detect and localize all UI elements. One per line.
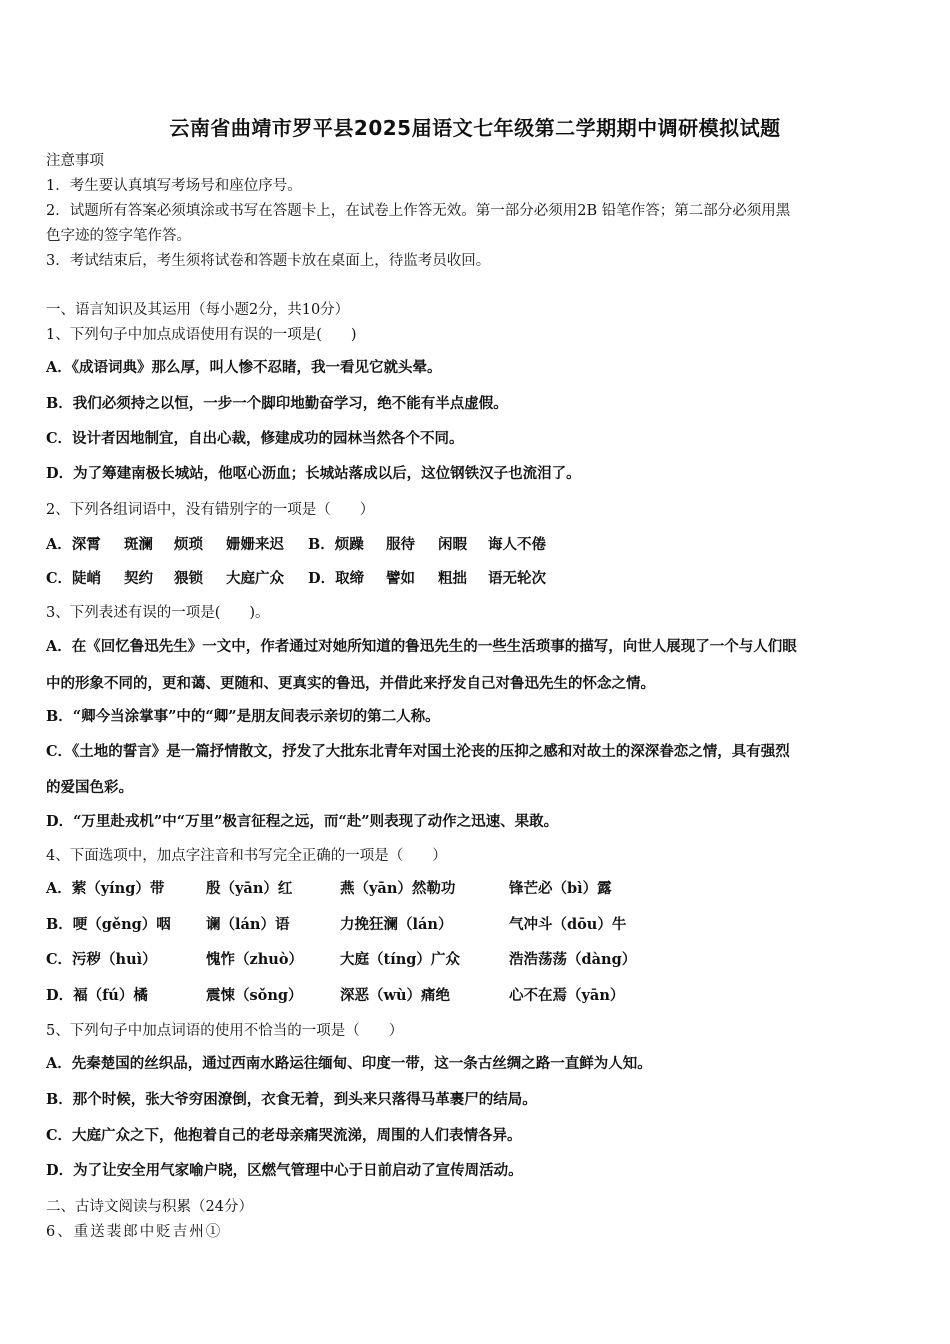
q4-row-b bbox=[46, 914, 908, 936]
q2-cell: 烦琐 bbox=[174, 536, 203, 553]
q4-cell: 殷（yān）红 bbox=[206, 880, 293, 897]
q3-stem: 3、下列表述有误的一项是( )。 bbox=[46, 605, 270, 621]
q2-cell: 契约 bbox=[124, 570, 153, 587]
q4-cell: 心不在焉（yān） bbox=[509, 987, 625, 1004]
section2-heading: 二、古诗文阅读与积累（24分） bbox=[46, 1199, 253, 1215]
q2-cell: 譬如 bbox=[386, 570, 415, 587]
q4-row-c bbox=[46, 949, 908, 971]
q3-option-c-cont: 的爱国色彩。 bbox=[46, 779, 133, 796]
q2-cell: B．烦躁 bbox=[308, 536, 364, 553]
q4-row-d bbox=[46, 985, 908, 1007]
q4-cell: 力挽狂澜（lán） bbox=[340, 916, 453, 933]
q4-cell: 锋芒必（bì）露 bbox=[509, 880, 612, 897]
q4-cell: D．褔（fú）橘 bbox=[46, 987, 148, 1004]
q1-option-a: A．《成语词典》那么厚，叫人惨不忍睹，我一看见它就头晕。 bbox=[46, 359, 442, 376]
q3-option-d: D．“万里赴戎机”中“万里”极言征程之远，而“赴”则表现了动作之迅速、果敢。 bbox=[46, 813, 559, 830]
q1-stem: 1、下列句子中加点成语使用有误的一项是( ) bbox=[46, 327, 357, 343]
q4-stem: 4、下面选项中，加点字注音和书写完全正确的一项是（ ） bbox=[46, 848, 447, 864]
q4-cell: 深恶（wù）痛绝 bbox=[340, 987, 451, 1004]
q4-cell: 浩浩荡荡（dàng） bbox=[509, 951, 637, 968]
q2-cell: 斑澜 bbox=[124, 536, 153, 553]
q5-option-a: A．先秦楚国的丝织品，通过西南水路运往缅甸、印度一带，这一条古丝绸之路一直鲜为人知。 bbox=[46, 1055, 652, 1072]
q2-row-1 bbox=[46, 534, 908, 556]
q6-stem: 6、重送裴郎中贬吉州① bbox=[46, 1224, 223, 1240]
notice-item-3: 3．考试结束后，考生须将试卷和答题卡放在桌面上，待监考员收回。 bbox=[46, 253, 491, 269]
q2-stem: 2、下列各组词语中，没有错别字的一项是（ ） bbox=[46, 502, 375, 518]
section1-heading: 一、语言知识及其运用（每小题2分，共10分） bbox=[46, 302, 350, 318]
q5-option-b: B．那个时候，张大爷穷困潦倒，衣食无着，到头来只落得马革裹尸的结局。 bbox=[46, 1091, 537, 1108]
q3-option-b: B．“卿今当涂掌事”中的“卿”是朋友间表示亲切的第二人称。 bbox=[46, 708, 440, 725]
q2-cell: 姗姗来迟 bbox=[226, 536, 284, 553]
q2-row-2 bbox=[46, 568, 908, 590]
q4-cell: 谰（lán）语 bbox=[206, 916, 290, 933]
q2-cell: 服待 bbox=[386, 536, 415, 553]
notice-item-2-cont: 色字迹的签字笔作答。 bbox=[46, 228, 191, 244]
q4-cell: 气冲斗（dōu）牛 bbox=[509, 916, 627, 933]
q5-option-c: C．大庭广众之下，他抱着自己的老母亲痛哭流涕，周围的人们表情各异。 bbox=[46, 1127, 522, 1144]
q4-cell: C．污秽（huì） bbox=[46, 951, 157, 968]
q2-cell: D．取缔 bbox=[308, 570, 365, 587]
notice-heading: 注意事项 bbox=[46, 153, 104, 169]
q2-cell: 语无轮次 bbox=[488, 570, 546, 587]
q3-option-c: C．《土地的誓言》是一篇抒情散文，抒发了大批东北青年对国土沦丧的压抑之感和对故土的深深眷恋之情，具有强烈 bbox=[46, 743, 790, 760]
q1-option-c: C．设计者因地制宜，自出心裁，修建成功的园林当然各个不同。 bbox=[46, 430, 464, 447]
q2-cell: 诲人不倦 bbox=[488, 536, 546, 553]
q2-cell: 猥锁 bbox=[174, 570, 203, 587]
q1-option-b: B．我们必须持之以恒，一步一个脚印地勤奋学习，绝不能有半点虚假。 bbox=[46, 395, 508, 412]
notice-item-1: 1．考生要认真填写考场号和座位序号。 bbox=[46, 178, 302, 194]
q4-cell: B．哽（gěng）咽 bbox=[46, 916, 171, 933]
q2-cell: A．深霄 bbox=[46, 536, 101, 553]
notice-item-2: 2．试题所有答案必须填涂或书写在答题卡上，在试卷上作答无效。第一部分必须用2B 铅笔作答；第二部分必须用黑 bbox=[46, 203, 791, 219]
q4-cell: 震悚（sǒng） bbox=[206, 987, 303, 1004]
q2-cell: 大庭广众 bbox=[226, 570, 284, 587]
q2-cell: C．陡峭 bbox=[46, 570, 102, 587]
q4-row-a bbox=[46, 878, 908, 900]
q3-option-a-cont: 中的形象不同的，更和蔼、更随和、更真实的鲁迅，并借此来抒发自己对鲁迅先生的怀念之情。 bbox=[46, 675, 655, 692]
q3-option-a: A．在《回忆鲁迅先生》一文中，作者通过对她所知道的鲁迅先生的一些生活琐事的描写，向世人展现了一个与人们眼 bbox=[46, 638, 797, 655]
q4-cell: 愧怍（zhuò） bbox=[206, 951, 303, 968]
q5-stem: 5、下列句子中加点词语的使用不恰当的一项是（ ） bbox=[46, 1023, 404, 1039]
q2-cell: 闲暇 bbox=[438, 536, 467, 553]
q5-option-d: D．为了让安全用气家喻户晓，区燃气管理中心于日前启动了宣传周活动。 bbox=[46, 1162, 523, 1179]
q4-cell: A．萦（yíng）带 bbox=[46, 880, 165, 897]
q4-cell: 燕（yān）然勒功 bbox=[340, 880, 456, 897]
page-title: 云南省曲靖市罗平县2025届语文七年级第二学期期中调研模拟试题 bbox=[169, 116, 781, 140]
q4-cell: 大庭（tíng）广众 bbox=[340, 951, 460, 968]
q2-cell: 粗拙 bbox=[438, 570, 467, 587]
q1-option-d: D．为了筹建南极长城站，他呕心沥血；长城站落成以后，这位钢铁汉子也流泪了。 bbox=[46, 465, 581, 482]
